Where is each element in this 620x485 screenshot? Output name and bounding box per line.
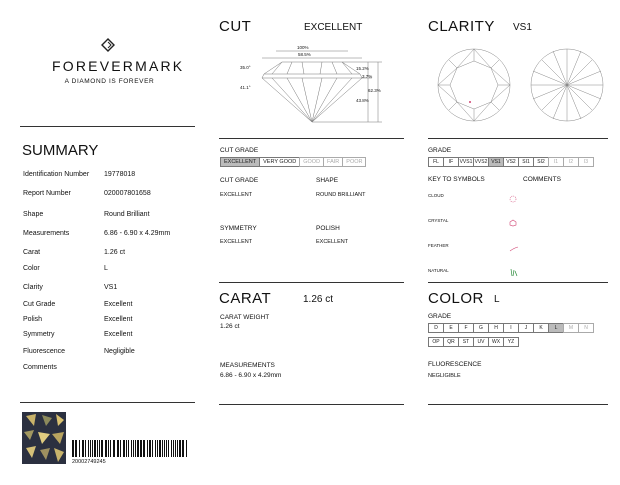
summary-key: Fluorescence xyxy=(23,348,66,355)
measurements-value: 6.86 - 6.90 x 4.29mm xyxy=(220,372,282,379)
measurements-label: MEASUREMENTS xyxy=(220,362,275,369)
grade-cell: IF xyxy=(443,157,459,167)
summary-key: Clarity xyxy=(23,284,43,291)
summary-value: Excellent xyxy=(104,331,133,338)
grade-cell: M xyxy=(563,323,579,333)
cut-proportion-diagram xyxy=(232,44,392,124)
cut-girdle: 3.7% xyxy=(362,74,373,79)
shape-heading: SHAPE xyxy=(316,177,339,184)
natural-icon xyxy=(509,264,519,282)
grade-cell: G xyxy=(473,323,489,333)
summary-key: Polish xyxy=(23,316,43,323)
cut-crown-angle: 35.0° xyxy=(240,65,251,70)
cut-total-depth: 62.3% xyxy=(368,88,381,93)
feather-icon xyxy=(509,240,519,258)
symmetry-heading: SYMMETRY xyxy=(220,225,257,232)
clarity-title: CLARITY xyxy=(428,18,495,35)
grade-cell: QR xyxy=(443,337,459,347)
cut-grade-value: EXCELLENT xyxy=(220,192,253,198)
cloud-icon xyxy=(509,190,517,208)
brand-tagline: A DIAMOND IS FOREVER xyxy=(64,78,155,85)
grade-cell: I1 xyxy=(548,157,564,167)
grade-cell: OP xyxy=(428,337,444,347)
divider xyxy=(219,404,404,405)
divider xyxy=(428,404,608,405)
summary-title: SUMMARY xyxy=(22,142,99,159)
divider xyxy=(20,402,195,403)
color-grade-scale-fancy xyxy=(428,337,518,347)
grade-cell: ST xyxy=(458,337,474,347)
cut-crown-height: 15.2% xyxy=(356,66,369,71)
summary-value: 1.26 ct xyxy=(104,249,126,256)
grade-cell: GOOD xyxy=(299,157,324,167)
crystal-icon xyxy=(509,214,517,232)
summary-value: Excellent xyxy=(104,316,133,323)
grade-cell: UV xyxy=(473,337,489,347)
carat-value: 1.26 ct xyxy=(303,294,334,305)
shape-value: ROUND BRILLIANT xyxy=(316,192,366,198)
divider xyxy=(219,138,404,139)
grade-cell: I xyxy=(503,323,519,333)
grade-cell: FAIR xyxy=(323,157,343,167)
clarity-grade-label: GRADE xyxy=(428,147,452,154)
symmetry-value: EXCELLENT xyxy=(220,239,253,245)
symbol-cloud-label: CLOUD xyxy=(428,193,444,198)
polish-value: EXCELLENT xyxy=(316,239,349,245)
carat-title: CARAT xyxy=(219,290,272,307)
summary-key: Symmetry xyxy=(23,331,55,338)
cut-grade-label: CUT GRADE xyxy=(220,147,259,154)
brand-name: FOREVERMARK xyxy=(52,58,185,74)
grade-cell: N xyxy=(578,323,594,333)
summary-key: Cut Grade xyxy=(23,301,56,308)
summary-value: 19778018 xyxy=(104,171,136,178)
grade-cell: FL xyxy=(428,157,444,167)
summary-key: Shape xyxy=(23,211,44,218)
grade-cell: L xyxy=(548,323,564,333)
grade-cell: E xyxy=(443,323,459,333)
summary-key: Measurements xyxy=(23,230,70,237)
divider xyxy=(219,282,404,283)
summary-key: Color xyxy=(23,265,40,272)
barcode-number: 20002749245 xyxy=(72,459,106,465)
summary-key: Comments xyxy=(23,364,57,371)
grade-cell: EXCELLENT xyxy=(220,157,260,167)
carat-weight-label: CARAT WEIGHT xyxy=(220,314,270,321)
grade-cell: I2 xyxy=(563,157,579,167)
grade-cell: YZ xyxy=(503,337,519,347)
grade-cell: F xyxy=(458,323,474,333)
grade-cell: VERY GOOD xyxy=(259,157,300,167)
grade-cell: POOR xyxy=(342,157,366,167)
summary-value: Negligible xyxy=(104,348,135,355)
cut-pavilion-angle: 41.1° xyxy=(240,85,251,90)
symbol-crystal-label: CRYSTAL xyxy=(428,218,449,223)
cut-grade-scale xyxy=(220,157,365,167)
comments-label: COMMENTS xyxy=(523,176,561,183)
grade-cell: D xyxy=(428,323,444,333)
summary-value: Excellent xyxy=(104,301,133,308)
summary-value: Round Brilliant xyxy=(104,211,150,218)
polish-heading: POLISH xyxy=(316,225,340,232)
clarity-plot-pavilion xyxy=(529,47,605,123)
grade-cell: I3 xyxy=(578,157,594,167)
summary-value: L xyxy=(104,265,108,272)
grade-cell: VVS1 xyxy=(459,159,473,165)
color-grade-label: GRADE xyxy=(428,313,452,320)
key-to-symbols-label: KEY TO SYMBOLS xyxy=(428,176,485,183)
symbol-feather-label: FEATHER xyxy=(428,243,449,248)
grade-cell: VS1 xyxy=(488,157,504,167)
cut-title: CUT xyxy=(219,18,252,35)
grade-cell: VS2 xyxy=(503,157,519,167)
divider xyxy=(20,126,195,127)
summary-value: 6.86 - 6.90 x 4.29mm xyxy=(104,230,171,237)
symbol-natural-label: NATURAL xyxy=(428,268,449,273)
brand-logo-icon xyxy=(101,38,115,52)
color-grade-scale xyxy=(428,323,593,333)
cut-pavilion-depth: 43.8% xyxy=(356,98,369,103)
summary-key: Carat xyxy=(23,249,41,256)
summary-key: Report Number xyxy=(23,190,71,197)
clarity-plot-crown xyxy=(436,47,512,123)
cut-table-pct: 100% xyxy=(297,45,309,50)
barcode xyxy=(72,440,190,457)
summary-key: Identification Number xyxy=(23,171,90,178)
grade-cell: WX xyxy=(488,337,504,347)
cut-value: EXCELLENT xyxy=(304,22,363,33)
clarity-value: VS1 xyxy=(513,22,532,33)
summary-table xyxy=(23,171,203,371)
clarity-grade-scale xyxy=(428,157,593,167)
grade-cell: H xyxy=(488,323,504,333)
divider xyxy=(428,138,608,139)
grade-cell: J xyxy=(518,323,534,333)
grade-cell: VVS2 xyxy=(474,159,488,165)
grade-cell: K xyxy=(533,323,549,333)
fluorescence-label: FLUORESCENCE xyxy=(428,361,482,368)
summary-value: VS1 xyxy=(104,284,118,291)
color-value: L xyxy=(494,294,500,305)
grade-cell: SI2 xyxy=(533,157,549,167)
cut-grade-heading: CUT GRADE xyxy=(220,177,259,184)
cut-crown-width-pct: 58.5% xyxy=(298,52,311,57)
diamond-photo xyxy=(22,412,66,464)
fluorescence-value: NEGLIGIBLE xyxy=(428,373,461,379)
divider xyxy=(428,282,608,283)
carat-weight-value: 1.26 ct xyxy=(220,323,240,330)
grade-cell: SI1 xyxy=(518,157,534,167)
summary-value: 020007801658 xyxy=(104,190,151,197)
color-title: COLOR xyxy=(428,290,484,307)
